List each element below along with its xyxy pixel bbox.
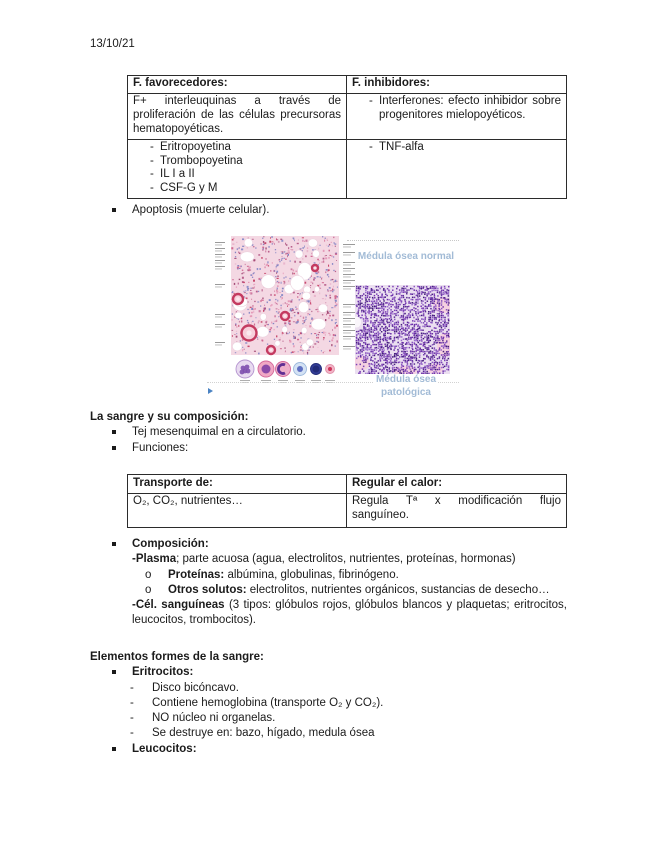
figure-divider-top	[347, 240, 459, 241]
dash-item: - Interferones: efecto inhibidor sobre progenitores mielopoyéticos.	[369, 94, 561, 121]
celulas-line: -Cél. sanguíneas (3 tipos: glóbulos rojos, glóbulos blancos y plaquetas; eritrocitos, leucocitos, trombocitos).	[132, 599, 568, 627]
square-bullet-icon	[112, 742, 132, 757]
funciones-header-transporte: Transporte de:	[128, 475, 347, 494]
plasma-line: -Plasma; parte acuosa (agua, electrolitos, nutrientes, proteínas, hormonas)	[132, 553, 516, 566]
dash-item: - Disco bicóncavo.	[90, 681, 570, 696]
circle-bullet-marker: o	[145, 583, 152, 596]
figure-label-patologica: Médula ósea patológica	[375, 374, 437, 398]
square-bullet-icon	[112, 665, 132, 680]
dash-item: - NO núcleo ni organelas.	[90, 711, 570, 726]
elementos-section	[90, 650, 570, 757]
dash-item: - Contiene hemoglobina (transporte O₂ y CO₂).	[90, 696, 570, 711]
dash-marker: -	[130, 712, 134, 725]
sangre-bullet: Tej mesenquimal en a circulatorio.	[90, 425, 570, 440]
dash-marker: -	[150, 140, 154, 153]
factores-cell-right-paragraph	[347, 94, 566, 140]
dash-marker: -	[130, 727, 134, 740]
sub-bullet-proteinas: o Proteínas: albúmina, globulinas, fibrinógeno.	[90, 568, 570, 583]
elementos-heading: Elementos formes de la sangre:	[90, 651, 264, 663]
dash-item: - Se destruye en: bazo, hígado, medula ósea	[90, 726, 570, 741]
circle-bullet-marker: o	[145, 568, 152, 581]
factores-table	[127, 75, 567, 199]
dash-marker: -	[150, 154, 154, 167]
dash-item: - CSF-G y M	[150, 182, 218, 195]
factores-cell-left-list	[128, 140, 347, 199]
leucocitos-bullet: Leucocitos:	[90, 742, 570, 757]
square-bullet-icon	[112, 425, 132, 440]
figure-label-normal: Médula ósea normal	[357, 251, 455, 262]
dash-marker: -	[130, 696, 134, 709]
dash-marker: -	[130, 681, 134, 694]
eritrocitos-bullet: Eritrocitos:	[90, 665, 570, 680]
square-bullet-icon	[112, 537, 132, 552]
composicion-bullet: Composición:	[90, 537, 570, 552]
sangre-heading: La sangre y su composición:	[90, 411, 249, 423]
funciones-cell-transporte: O₂, CO₂, nutrientes…	[128, 494, 347, 527]
factores-cell-right-list	[347, 140, 566, 199]
dash-marker: -	[369, 94, 373, 107]
funciones-cell-calor: Regula Tª x modificación flujo sanguíneo.	[352, 495, 561, 521]
dash-item: - IL I a II	[150, 168, 195, 181]
square-bullet-icon	[112, 203, 132, 218]
sub-bullet-otros-solutos: o Otros solutos: electrolitos, nutrientes orgánicos, sustancias de desecho…	[90, 583, 570, 598]
dash-item: - Eritropoyetina	[150, 140, 231, 153]
bone-marrow-micrograph	[355, 285, 450, 374]
page-date: 13/10/21	[90, 38, 135, 50]
dash-marker: -	[150, 182, 154, 195]
funciones-table	[127, 474, 567, 528]
dash-marker: -	[150, 168, 154, 181]
square-bullet-icon	[112, 441, 132, 456]
funciones-header-calor: Regular el calor:	[347, 475, 566, 494]
play-icon	[208, 388, 213, 394]
histology-illustration	[213, 236, 361, 384]
dash-item: - Trombopoyetina	[150, 154, 243, 167]
figure-image	[207, 233, 459, 399]
dash-item: - TNF-alfa	[369, 140, 424, 153]
factores-cell-left-paragraph: F+ interleuquinas a través de proliferación de las células precursoras hematopoyéticas.	[128, 94, 347, 140]
composicion-section	[90, 537, 570, 629]
apoptosis-bullet: Apoptosis (muerte celular).	[90, 203, 560, 218]
dash-marker: -	[369, 140, 373, 153]
sangre-bullet: Funciones:	[90, 441, 570, 456]
factores-header-left: F. favorecedores:	[128, 76, 347, 94]
factores-header-right: F. inhibidores:	[347, 76, 566, 94]
sangre-section	[90, 410, 570, 456]
